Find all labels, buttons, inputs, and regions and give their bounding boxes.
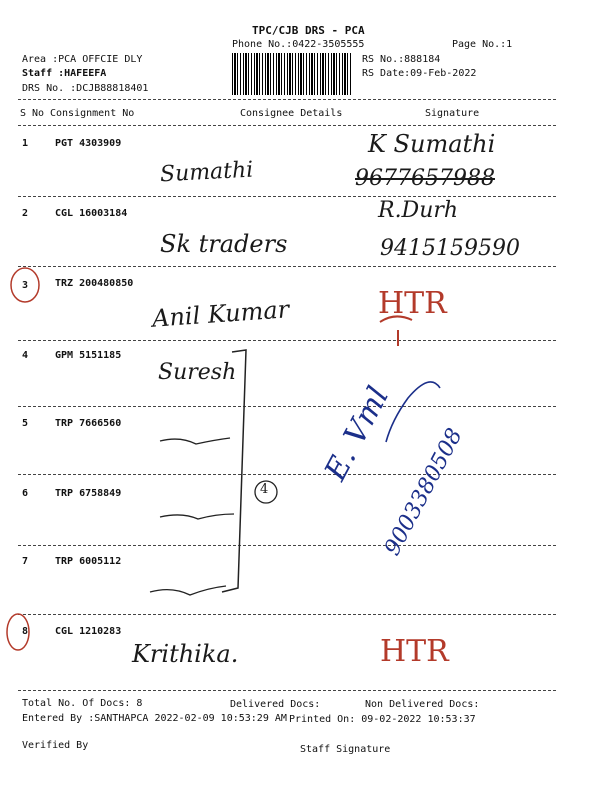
row-6-sno: 6 <box>22 488 29 499</box>
bracket-count: 4 <box>260 482 269 497</box>
row-3-sno: 3 <box>22 280 29 291</box>
vertical-phone-handwriting: 9003380508 <box>380 424 468 560</box>
row-6-consignment: TRP 6758849 <box>55 488 122 499</box>
row-2-phone-handwriting: 9415159590 <box>380 236 520 261</box>
vertical-signature-loop <box>386 382 440 442</box>
row-8-sno: 8 <box>22 626 29 637</box>
row-1-phone-handwriting: 9677657988 <box>355 166 495 191</box>
row-5-ditto-mark <box>160 438 230 444</box>
column-header-consignee: Consignee Details <box>240 108 343 119</box>
row-3-signature-handwriting: HTR <box>378 286 447 321</box>
bracket-line <box>222 350 246 592</box>
row-8-consignment: CGL 1210283 <box>55 626 122 637</box>
rs-number: RS No.:888184 <box>362 54 441 65</box>
row-7-consignment: TRP 6005112 <box>55 556 122 567</box>
row-4-sno: 4 <box>22 350 29 361</box>
row-2-consignment: CGL 16003184 <box>55 208 128 219</box>
printed-on: Printed On: 09-02-2022 10:53:37 <box>289 714 476 725</box>
area-label: Area :PCA OFFCIE DLY <box>22 54 143 65</box>
row-1-sno: 1 <box>22 138 29 149</box>
row-2-consignee-handwriting: Sk traders <box>160 230 288 258</box>
row-3-consignment: TRZ 200480850 <box>55 278 134 289</box>
row-5-consignment: TRP 7666560 <box>55 418 122 429</box>
row-4-consignee-handwriting: Suresh <box>158 360 237 385</box>
row-3-htr-stroke <box>380 316 412 346</box>
row-7-sno: 7 <box>22 556 29 567</box>
row-6-ditto-mark <box>160 514 234 519</box>
row-8-circle-mark <box>7 614 29 650</box>
document-title: TPC/CJB DRS - PCA <box>252 24 365 37</box>
row-1-signature-handwriting: K Sumathi <box>368 130 496 158</box>
row-3-circle-mark <box>11 268 39 302</box>
column-header-sno: S No <box>20 108 45 119</box>
staff-signature: Staff Signature <box>300 744 391 755</box>
column-header-consignment: Consignment No <box>50 108 135 119</box>
column-header-signature: Signature <box>425 108 480 119</box>
delivered-docs: Delivered Docs: <box>230 699 321 710</box>
row-1-consignee-handwriting: Sumathi <box>159 157 254 188</box>
row-8-signature-handwriting: HTR <box>380 634 449 669</box>
row-2-sno: 2 <box>22 208 29 219</box>
rs-date: RS Date:09-Feb-2022 <box>362 68 477 79</box>
row-2-signature-handwriting: R.Durh <box>378 198 459 223</box>
vertical-signature-handwriting: E. Vml <box>318 381 397 487</box>
drs-number: DRS No. :DCJB88818401 <box>22 83 149 94</box>
total-docs: Total No. Of Docs: 8 <box>22 698 143 709</box>
entered-by: Entered By :SANTHAPCA 2022-02-09 10:53:29 AM <box>22 713 287 724</box>
verified-by: Verified By <box>22 740 89 751</box>
row-5-sno: 5 <box>22 418 29 429</box>
row-3-consignee-handwriting: Anil Kumar <box>151 295 290 333</box>
page-number: Page No.:1 <box>452 39 513 50</box>
row-4-consignment: GPM 5151185 <box>55 350 122 361</box>
phone-number: Phone No.:0422-3505555 <box>232 39 365 50</box>
staff-label: Staff :HAFEEFA <box>22 68 107 79</box>
row-7-ditto-mark <box>150 586 226 595</box>
non-delivered-docs: Non Delivered Docs: <box>365 699 480 710</box>
row-1-consignment: PGT 4303909 <box>55 138 122 149</box>
row-8-consignee-handwriting: Krithika. <box>132 640 239 668</box>
